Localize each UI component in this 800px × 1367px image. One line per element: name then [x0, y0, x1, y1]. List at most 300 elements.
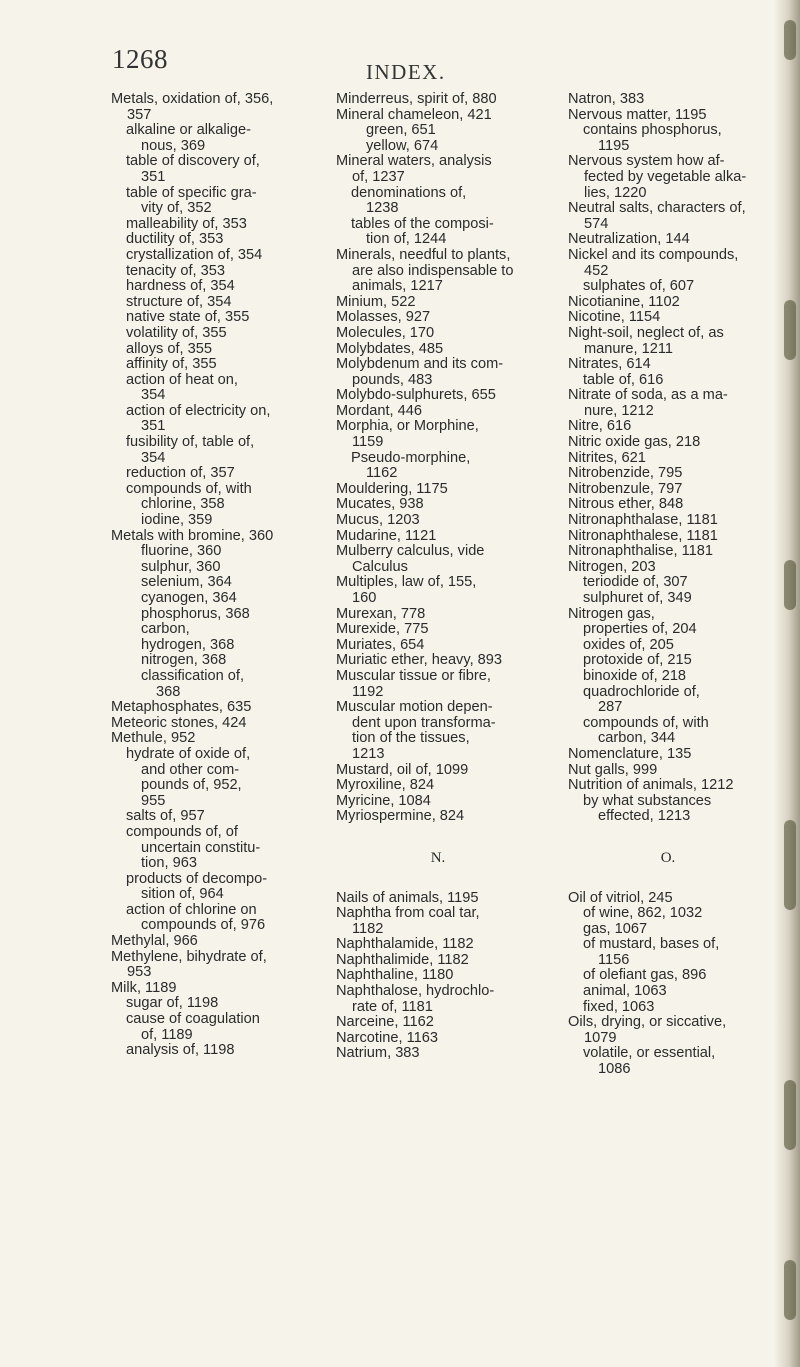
- index-entry: [336, 906, 540, 937]
- entry-line: Narceine, 1162: [336, 1014, 434, 1031]
- entry-line: phosphorus, 368: [141, 605, 250, 622]
- entry-line: sugar of, 1198: [126, 995, 219, 1012]
- index-subentry: [111, 638, 311, 654]
- index-subentry: [111, 1012, 311, 1043]
- index-subentry: [568, 622, 768, 638]
- index-subentry: [111, 872, 311, 903]
- page-edge-shadow: [774, 0, 800, 1367]
- index-entry: [336, 891, 540, 907]
- section-letter: N.: [430, 849, 446, 866]
- entry-line: effected, 1213: [598, 808, 691, 825]
- index-subentry: [568, 937, 768, 968]
- index-subentry: [111, 622, 311, 638]
- entry-line: Methylene, bihydrate of,: [111, 948, 267, 965]
- index-subentry: [568, 685, 768, 716]
- index-entry: [111, 981, 311, 997]
- entry-line: Multiples, law of, 155,: [336, 574, 477, 591]
- entry-line: Naphthalose, hydrochlo-: [336, 983, 495, 1000]
- index-subentry: [111, 435, 311, 466]
- entry-line: 1192: [352, 683, 384, 700]
- entry-line: Myroxiline, 824: [336, 777, 435, 794]
- entry-line: selenium, 364: [141, 574, 232, 591]
- index-subentry: [568, 669, 768, 685]
- index-subentry: [111, 903, 311, 934]
- entry-line: 357: [127, 106, 152, 123]
- index-subentry: [568, 591, 768, 607]
- entry-line: dent upon transforma-: [352, 714, 496, 731]
- entry-line: nitrogen, 368: [141, 652, 227, 669]
- entry-line: Molybdo-sulphurets, 655: [336, 387, 496, 404]
- entry-line: pounds, 483: [352, 371, 433, 388]
- entry-line: hydrate of oxide of,: [126, 745, 251, 762]
- entry-line: alloys of, 355: [126, 340, 212, 357]
- entry-line: fusibility of, table of,: [126, 434, 255, 451]
- entry-line: Milk, 1189: [111, 979, 177, 996]
- entry-line: table of specific gra-: [126, 184, 257, 201]
- entry-line: Nitronaphthalese, 1181: [568, 527, 718, 544]
- entry-line: animals, 1217: [352, 278, 443, 295]
- index-entry: [336, 653, 540, 669]
- entry-line: Nitrogen, 203: [568, 558, 656, 575]
- entry-line: 1238: [366, 200, 399, 217]
- entry-line: 1213: [352, 745, 385, 762]
- entry-line: Oils, drying, or siccative,: [568, 1014, 727, 1031]
- index-entry: [568, 513, 768, 529]
- index-subentry: [336, 139, 540, 155]
- index-entry: [336, 92, 540, 108]
- entry-line: 953: [127, 964, 152, 981]
- entry-line: Naphthaline, 1180: [336, 967, 454, 984]
- index-subentry: [111, 669, 311, 700]
- index-subentry: [111, 248, 311, 264]
- index-entry: [111, 934, 311, 950]
- index-entry: [568, 763, 768, 779]
- entry-line: Nicotine, 1154: [568, 309, 661, 326]
- running-head: INDEX.: [366, 60, 446, 84]
- entry-line: Mucates, 938: [336, 496, 424, 513]
- index-entry: [336, 607, 540, 623]
- entry-line: Muriates, 654: [336, 636, 425, 653]
- index-subentry: [111, 560, 311, 576]
- entry-line: Mineral chameleon, 421: [336, 106, 492, 123]
- entry-line: Mouldering, 1175: [336, 480, 448, 497]
- entry-line: Neutral salts, characters of,: [568, 200, 746, 217]
- entry-line: alkaline or alkalige-: [126, 122, 251, 139]
- index-subentry: [111, 310, 311, 326]
- index-entry: [336, 1015, 540, 1031]
- entry-line: Myricine, 1084: [336, 792, 431, 809]
- entry-line: Nitrites, 621: [568, 449, 646, 466]
- entry-line: Muriatic ether, heavy, 893: [336, 652, 503, 669]
- index-subentry: [111, 544, 311, 560]
- entry-line: sulphates of, 607: [583, 278, 695, 295]
- entry-line: Morphia, or Morphine,: [336, 418, 479, 435]
- index-subentry: [568, 123, 768, 154]
- entry-line: 1159: [352, 434, 384, 451]
- index-entry: [568, 108, 768, 124]
- entry-line: salts of, 957: [126, 808, 205, 825]
- entry-line: Minerals, needful to plants,: [336, 246, 511, 263]
- index-subentry: [336, 451, 540, 482]
- index-entry: [336, 622, 540, 638]
- entry-line: Nitre, 616: [568, 418, 632, 435]
- entry-line: Nitrobenzide, 795: [568, 465, 683, 482]
- index-subentry: [568, 653, 768, 669]
- index-entry: [336, 953, 540, 969]
- index-entry: [336, 763, 540, 779]
- entry-line: Minium, 522: [336, 293, 416, 310]
- index-entry: [336, 984, 540, 1015]
- section-letter: O.: [660, 849, 676, 866]
- entry-line: hydrogen, 368: [141, 636, 235, 653]
- index-entry: [336, 669, 540, 700]
- page-edge-stain: [784, 1080, 796, 1150]
- entry-line: Metaphosphates, 635: [111, 699, 252, 716]
- entry-line: Murexan, 778: [336, 605, 426, 622]
- index-entry: [568, 778, 768, 794]
- index-entry: [568, 482, 768, 498]
- entry-line: malleability of, 353: [126, 215, 247, 232]
- index-subentry: [111, 264, 311, 280]
- entry-line: teriodide of, 307: [583, 574, 688, 591]
- entry-line: Nitrous ether, 848: [568, 496, 684, 513]
- index-subentry: [336, 186, 540, 217]
- index-subentry: [336, 123, 540, 139]
- entry-line: compounds of, with: [583, 714, 709, 731]
- index-subentry: [111, 154, 311, 185]
- index-column-2: [336, 92, 540, 1062]
- entry-line: Molybdates, 485: [336, 340, 444, 357]
- entry-line: carbon,: [141, 621, 190, 638]
- entry-line: Muscular tissue or fibre,: [336, 667, 491, 684]
- entry-line: gas, 1067: [583, 920, 648, 937]
- entry-line: Calculus: [352, 558, 408, 575]
- entry-line: 351: [141, 168, 166, 185]
- index-entry: [336, 342, 540, 358]
- entry-line: Naphtha from coal tar,: [336, 905, 480, 922]
- entry-line: Nails of animals, 1195: [336, 889, 479, 906]
- entry-line: Nomenclature, 135: [568, 745, 692, 762]
- index-subentry: [111, 326, 311, 342]
- index-entry: [568, 248, 768, 279]
- entry-line: Mucus, 1203: [336, 512, 420, 529]
- entry-line: denominations of,: [351, 184, 467, 201]
- index-entry: [336, 700, 540, 762]
- index-subentry: [111, 123, 311, 154]
- entry-line: of mustard, bases of,: [583, 936, 720, 953]
- index-column-1: [111, 92, 311, 1059]
- index-entry: [568, 310, 768, 326]
- index-subentry: [111, 466, 311, 482]
- index-entry: [336, 248, 540, 295]
- index-subentry: [111, 996, 311, 1012]
- entry-line: tion of the tissues,: [352, 730, 470, 747]
- entry-line: oxides of, 205: [583, 636, 674, 653]
- index-subentry: [568, 984, 768, 1000]
- index-entry: [568, 357, 768, 373]
- index-subentry: [111, 653, 311, 669]
- index-subentry: [568, 1000, 768, 1016]
- entry-line: cyanogen, 364: [141, 590, 237, 606]
- entry-line: Muscular motion depen-: [336, 699, 493, 716]
- index-entry: [336, 419, 540, 450]
- index-entry: [336, 1031, 540, 1047]
- entry-line: Methule, 952: [111, 730, 196, 747]
- entry-line: reduction of, 357: [126, 465, 235, 482]
- entry-line: Natron, 383: [568, 91, 645, 107]
- index-entry: [568, 466, 768, 482]
- entry-line: 1195: [598, 137, 630, 154]
- index-subentry: [568, 575, 768, 591]
- entry-line: Nutrition of animals, 1212: [568, 777, 734, 794]
- entry-line: binoxide of, 218: [583, 667, 687, 684]
- index-entry: [568, 326, 768, 357]
- entry-line: action of electricity on,: [126, 402, 271, 419]
- index-entry: [111, 731, 311, 747]
- index-subentry: [111, 217, 311, 233]
- entry-line: contains phosphorus,: [583, 122, 722, 139]
- entry-line: 452: [584, 262, 609, 279]
- index-entry: [568, 607, 768, 623]
- entry-line: Pseudo-morphine,: [351, 449, 471, 466]
- entry-line: cause of coagulation: [126, 1011, 260, 1028]
- index-entry: [336, 513, 540, 529]
- index-subentry: [568, 906, 768, 922]
- entry-line: tion of, 1244: [366, 231, 447, 248]
- page-edge-stain: [784, 300, 796, 360]
- index-entry: [568, 419, 768, 435]
- entry-line: Night-soil, neglect of, as: [568, 324, 724, 341]
- entry-line: Nitrogen gas,: [568, 605, 655, 622]
- entry-line: yellow, 674: [366, 137, 439, 154]
- entry-line: products of decompo-: [126, 870, 268, 887]
- index-column-3: [568, 92, 768, 1078]
- entry-line: compounds of, with: [126, 480, 252, 497]
- index-subentry: [111, 513, 311, 529]
- entry-line: of, 1237: [352, 168, 405, 185]
- entry-line: properties of, 204: [583, 621, 697, 638]
- entry-line: Mulberry calculus, vide: [336, 543, 485, 560]
- index-subentry: [111, 575, 311, 591]
- index-entry: [336, 388, 540, 404]
- entry-line: Nitrobenzule, 797: [568, 480, 683, 497]
- entry-line: Nervous system how af-: [568, 153, 725, 170]
- entry-line: 368: [156, 683, 181, 700]
- entry-line: hardness of, 354: [126, 278, 235, 295]
- entry-line: lies, 1220: [584, 184, 647, 201]
- index-subentry: [111, 1043, 311, 1059]
- entry-line: action of chlorine on: [126, 901, 257, 918]
- entry-line: pounds of, 952,: [141, 777, 242, 794]
- index-subentry: [568, 1046, 768, 1077]
- index-entry: [336, 937, 540, 953]
- index-entry: [336, 544, 540, 575]
- index-subentry: [111, 295, 311, 311]
- entry-line: Neutralization, 144: [568, 231, 690, 248]
- index-subentry: [111, 342, 311, 358]
- index-subentry: [111, 482, 311, 513]
- entry-line: Nut galls, 999: [568, 761, 658, 778]
- entry-line: classification of,: [141, 667, 245, 684]
- entry-line: tables of the composi-: [351, 215, 494, 232]
- entry-line: Mineral waters, analysis: [336, 153, 492, 170]
- entry-line: iodine, 359: [141, 512, 213, 529]
- index-entry: [111, 716, 311, 732]
- index-entry: [336, 154, 540, 185]
- index-entry: [568, 201, 768, 232]
- entry-line: by what substances: [583, 792, 712, 809]
- index-entry: [336, 1046, 540, 1062]
- entry-line: Murexide, 775: [336, 621, 429, 638]
- entry-line: of wine, 862, 1032: [583, 905, 703, 922]
- index-entry: [336, 794, 540, 810]
- entry-line: Nitronaphthalise, 1181: [568, 543, 713, 560]
- entry-line: Metals with bromine, 360: [111, 527, 274, 544]
- index-subentry: [568, 968, 768, 984]
- entry-line: are also indispensable to: [352, 262, 514, 279]
- entry-line: animal, 1063: [583, 983, 667, 1000]
- entry-line: 1162: [366, 465, 398, 482]
- index-entry: [336, 482, 540, 498]
- entry-line: fixed, 1063: [583, 998, 655, 1015]
- index-subentry: [111, 357, 311, 373]
- page-edge-stain: [784, 820, 796, 910]
- entry-line: Metals, oxidation of, 356,: [111, 91, 274, 107]
- entry-line: tion, 963: [141, 855, 197, 872]
- entry-line: 351: [141, 418, 166, 435]
- index-entry: [336, 638, 540, 654]
- index-subentry: [111, 747, 311, 809]
- index-entry: [336, 310, 540, 326]
- entry-line: Nitrates, 614: [568, 356, 651, 373]
- entry-line: 1079: [584, 1029, 617, 1046]
- index-entry: [336, 108, 540, 124]
- entry-line: sulphur, 360: [141, 558, 221, 575]
- entry-line: uncertain constitu-: [141, 839, 261, 856]
- entry-line: Natrium, 383: [336, 1045, 420, 1062]
- index-entry: [568, 232, 768, 248]
- entry-line: sition of, 964: [141, 886, 224, 903]
- index-subentry: [568, 373, 768, 389]
- index-subentry: [111, 825, 311, 872]
- entry-line: structure of, 354: [126, 293, 232, 310]
- index-entry: [568, 560, 768, 576]
- entry-line: Mordant, 446: [336, 402, 422, 419]
- entry-line: Nickel and its compounds,: [568, 246, 739, 263]
- index-entry: [336, 778, 540, 794]
- entry-line: sulphuret of, 349: [583, 590, 692, 606]
- index-entry: [568, 435, 768, 451]
- index-entry: [568, 92, 768, 108]
- index-entry: [568, 388, 768, 419]
- index-entry: [568, 451, 768, 467]
- index-entry: [336, 575, 540, 606]
- entry-line: Nervous matter, 1195: [568, 106, 707, 123]
- page-edge-stain: [784, 20, 796, 60]
- index-subentry: [111, 404, 311, 435]
- index-entry: [568, 529, 768, 545]
- entry-line: Narcotine, 1163: [336, 1029, 438, 1046]
- entry-line: Minderreus, spirit of, 880: [336, 91, 497, 107]
- index-entry: [336, 295, 540, 311]
- entry-line: nous, 369: [141, 137, 206, 154]
- index-subentry: [568, 716, 768, 747]
- entry-line: Meteoric stones, 424: [111, 714, 247, 731]
- entry-line: nure, 1212: [584, 402, 654, 419]
- index-subentry: [568, 638, 768, 654]
- entry-line: 574: [584, 215, 609, 232]
- entry-line: 354: [141, 449, 166, 466]
- entry-line: table of discovery of,: [126, 153, 260, 170]
- index-entry: [336, 968, 540, 984]
- entry-line: fluorine, 360: [141, 543, 222, 560]
- entry-line: 1086: [598, 1061, 631, 1078]
- entry-line: volatile, or essential,: [583, 1045, 716, 1062]
- entry-line: 160: [352, 590, 377, 606]
- index-subentry: [568, 922, 768, 938]
- entry-line: Naphthalimide, 1182: [336, 951, 469, 968]
- entry-line: tenacity of, 353: [126, 262, 225, 279]
- entry-line: Mustard, oil of, 1099: [336, 761, 469, 778]
- index-subentry: [111, 809, 311, 825]
- entry-line: Myriospermine, 824: [336, 808, 465, 825]
- index-subentry: [111, 607, 311, 623]
- page-edge-stain: [784, 1260, 796, 1320]
- index-entry: [336, 809, 540, 825]
- entry-line: compounds of, of: [126, 823, 238, 840]
- entry-line: Molecules, 170: [336, 324, 435, 341]
- entry-line: Nicotianine, 1102: [568, 293, 680, 310]
- entry-line: compounds of, 976: [141, 917, 266, 934]
- entry-line: affinity of, 355: [126, 356, 217, 373]
- entry-line: green, 651: [366, 122, 436, 139]
- index-subentry: [568, 279, 768, 295]
- entry-line: Methylal, 966: [111, 933, 198, 950]
- entry-line: chlorine, 358: [141, 496, 225, 513]
- index-subentry: [111, 279, 311, 295]
- page-number: 1268: [112, 44, 168, 74]
- entry-line: native state of, 355: [126, 309, 250, 326]
- entry-line: volatility of, 355: [126, 324, 227, 341]
- entry-line: 1156: [598, 951, 630, 968]
- index-entry: [568, 154, 768, 201]
- entry-line: 287: [598, 699, 623, 716]
- entry-line: Molybdenum and its com-: [336, 356, 504, 373]
- entry-line: quadrochloride of,: [583, 683, 700, 700]
- entry-line: Molasses, 927: [336, 309, 431, 326]
- index-entry: [336, 529, 540, 545]
- index-entry: [568, 295, 768, 311]
- entry-line: table of, 616: [583, 371, 664, 388]
- index-subentry: [111, 232, 311, 248]
- entry-line: manure, 1211: [584, 340, 673, 357]
- index-entry: [336, 326, 540, 342]
- entry-line: 354: [141, 387, 166, 404]
- index-entry: [111, 700, 311, 716]
- index-entry: [111, 950, 311, 981]
- index-entry: [111, 92, 311, 123]
- index-subentry: [111, 373, 311, 404]
- index-subentry: [111, 591, 311, 607]
- entry-line: action of heat on,: [126, 371, 238, 388]
- index-entry: [111, 529, 311, 545]
- entry-line: of olefiant gas, 896: [583, 967, 707, 984]
- entry-line: protoxide of, 215: [583, 652, 692, 669]
- entry-line: Nitrate of soda, as a ma-: [568, 387, 728, 404]
- entry-line: and other com-: [141, 761, 240, 778]
- entry-line: of, 1189: [141, 1026, 193, 1043]
- entry-line: Nitric oxide gas, 218: [568, 434, 701, 451]
